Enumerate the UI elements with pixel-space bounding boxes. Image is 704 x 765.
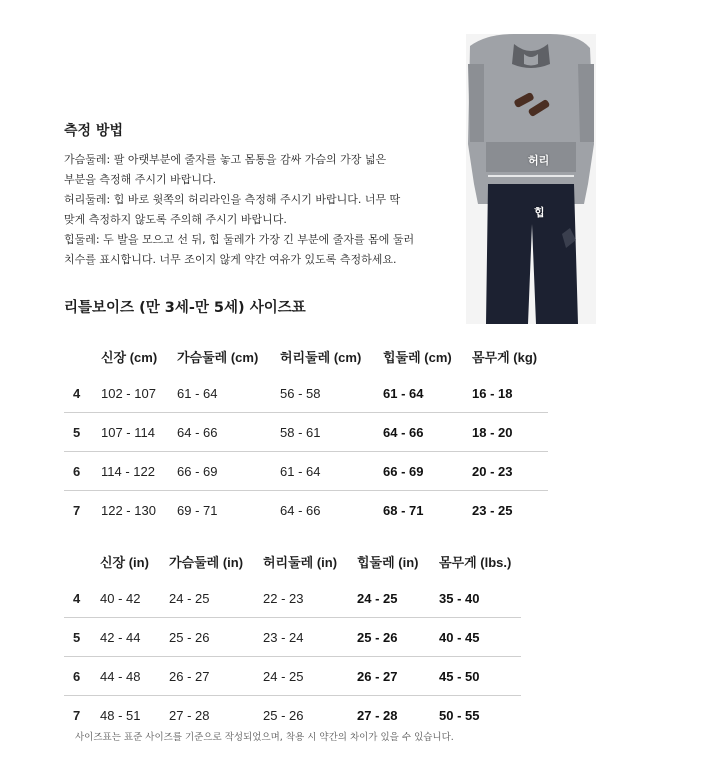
table-row — [64, 374, 548, 413]
weight-cell: 35 - 40 — [439, 579, 521, 618]
chest-cell: 66 - 69 — [177, 452, 280, 491]
hip-cell: 64 - 66 — [383, 413, 472, 452]
measure-line: 힙둘레: 두 발을 모으고 선 뒤, 힙 둘레가 가장 긴 부분에 줄자를 몸에 둘러 — [64, 233, 415, 246]
size-cell: 7 — [73, 707, 81, 723]
measure-title: 측정 방법 — [64, 123, 123, 139]
measure-instructions — [64, 150, 444, 270]
height-cell: 122 - 130 — [101, 502, 156, 518]
height-cell: 102 - 107 — [101, 374, 177, 413]
measure-line: 가슴둘레: 팔 아랫부분에 줄자를 놓고 몸통을 감싸 가슴의 가장 넓은 — [64, 153, 387, 166]
chest-cell: 61 - 64 — [177, 374, 280, 413]
size-cell: 4 — [64, 579, 100, 618]
weight-cell: 50 - 55 — [439, 707, 480, 723]
chest-cell: 24 - 25 — [169, 579, 263, 618]
waist-cell: 25 - 26 — [263, 707, 304, 723]
measure-line: 허리둘레: 힙 바로 윗쪽의 허리라인을 측정해 주시기 바랍니다. 너무 딱 — [64, 193, 401, 206]
size-cell: 5 — [64, 618, 100, 657]
header-height: 신장 (in) — [100, 554, 149, 570]
hip-label: 힙 — [534, 206, 545, 219]
measure-line: 부분을 측정해 주시기 바랍니다. — [64, 173, 217, 186]
header-chest: 가슴둘레 (cm) — [177, 349, 259, 365]
hip-cell: 61 - 64 — [383, 374, 472, 413]
hip-cell: 68 - 71 — [383, 502, 424, 518]
weight-cell: 20 - 23 — [472, 452, 548, 491]
height-cell: 40 - 42 — [100, 579, 169, 618]
weight-cell: 16 - 18 — [472, 374, 548, 413]
waist-cell: 61 - 64 — [280, 452, 383, 491]
size-cell: 5 — [64, 413, 101, 452]
waist-cell: 22 - 23 — [263, 579, 357, 618]
size-cell: 7 — [73, 502, 81, 518]
header-hip: 힙둘레 (cm) — [383, 349, 452, 365]
height-cell: 48 - 51 — [100, 707, 141, 723]
header-weight: 몸무게 (kg) — [472, 349, 538, 365]
waist-cell: 64 - 66 — [280, 502, 321, 518]
hip-cell: 24 - 25 — [357, 579, 439, 618]
chest-cell: 27 - 28 — [169, 707, 210, 723]
table-header-row — [64, 338, 548, 374]
size-table-cm — [64, 338, 548, 529]
waist-cell: 56 - 58 — [280, 374, 383, 413]
table-row — [64, 657, 521, 696]
model-photo — [466, 34, 596, 324]
size-cell: 4 — [64, 374, 101, 413]
weight-cell: 18 - 20 — [472, 413, 548, 452]
header-height: 신장 (cm) — [101, 349, 158, 365]
height-cell: 44 - 48 — [100, 657, 169, 696]
size-cell: 6 — [64, 657, 100, 696]
hip-cell: 66 - 69 — [383, 452, 472, 491]
table-row — [64, 618, 521, 657]
table-row — [64, 452, 548, 491]
header-size — [64, 338, 101, 374]
weight-cell: 45 - 50 — [439, 657, 521, 696]
weight-cell: 23 - 25 — [472, 502, 513, 518]
size-footnote: 사이즈표는 표준 사이즈를 기준으로 작성되었으며, 착용 시 약간의 차이가 있을 수 있습니다. — [75, 732, 454, 743]
table-row — [64, 579, 521, 618]
header-waist: 허리둘레 (cm) — [280, 349, 362, 365]
header-size — [64, 543, 100, 579]
table-row — [64, 413, 548, 452]
header-chest: 가슴둘레 (in) — [169, 554, 244, 570]
table-row — [64, 491, 548, 530]
size-table-in — [64, 543, 521, 734]
chest-cell: 64 - 66 — [177, 413, 280, 452]
waist-cell: 24 - 25 — [263, 657, 357, 696]
hip-cell: 27 - 28 — [357, 707, 398, 723]
chest-cell: 25 - 26 — [169, 618, 263, 657]
hip-cell: 25 - 26 — [357, 618, 439, 657]
height-cell: 107 - 114 — [101, 413, 177, 452]
measure-line: 치수를 표시합니다. 너무 조이지 않게 약간 여유가 있도록 측정하세요. — [64, 253, 397, 266]
weight-cell: 40 - 45 — [439, 618, 521, 657]
waist-cell: 23 - 24 — [263, 618, 357, 657]
height-cell: 42 - 44 — [100, 618, 169, 657]
measure-line: 맞게 측정하지 않도록 주의해 주시기 바랍니다. — [64, 213, 287, 226]
header-weight: 몸무게 (lbs.) — [439, 554, 512, 570]
size-cell: 6 — [64, 452, 101, 491]
chest-cell: 26 - 27 — [169, 657, 263, 696]
hip-cell: 26 - 27 — [357, 657, 439, 696]
height-cell: 114 - 122 — [101, 452, 177, 491]
chest-cell: 69 - 71 — [177, 502, 218, 518]
waist-label: 허리 — [528, 154, 550, 167]
table-header-row — [64, 543, 521, 579]
header-hip: 힙둘레 (in) — [357, 554, 419, 570]
header-waist: 허리둘레 (in) — [263, 554, 338, 570]
size-chart-title: 리틀보이즈 (만 3세-만 5세) 사이즈표 — [64, 300, 306, 316]
waist-cell: 58 - 61 — [280, 413, 383, 452]
model-illustration — [466, 34, 596, 324]
